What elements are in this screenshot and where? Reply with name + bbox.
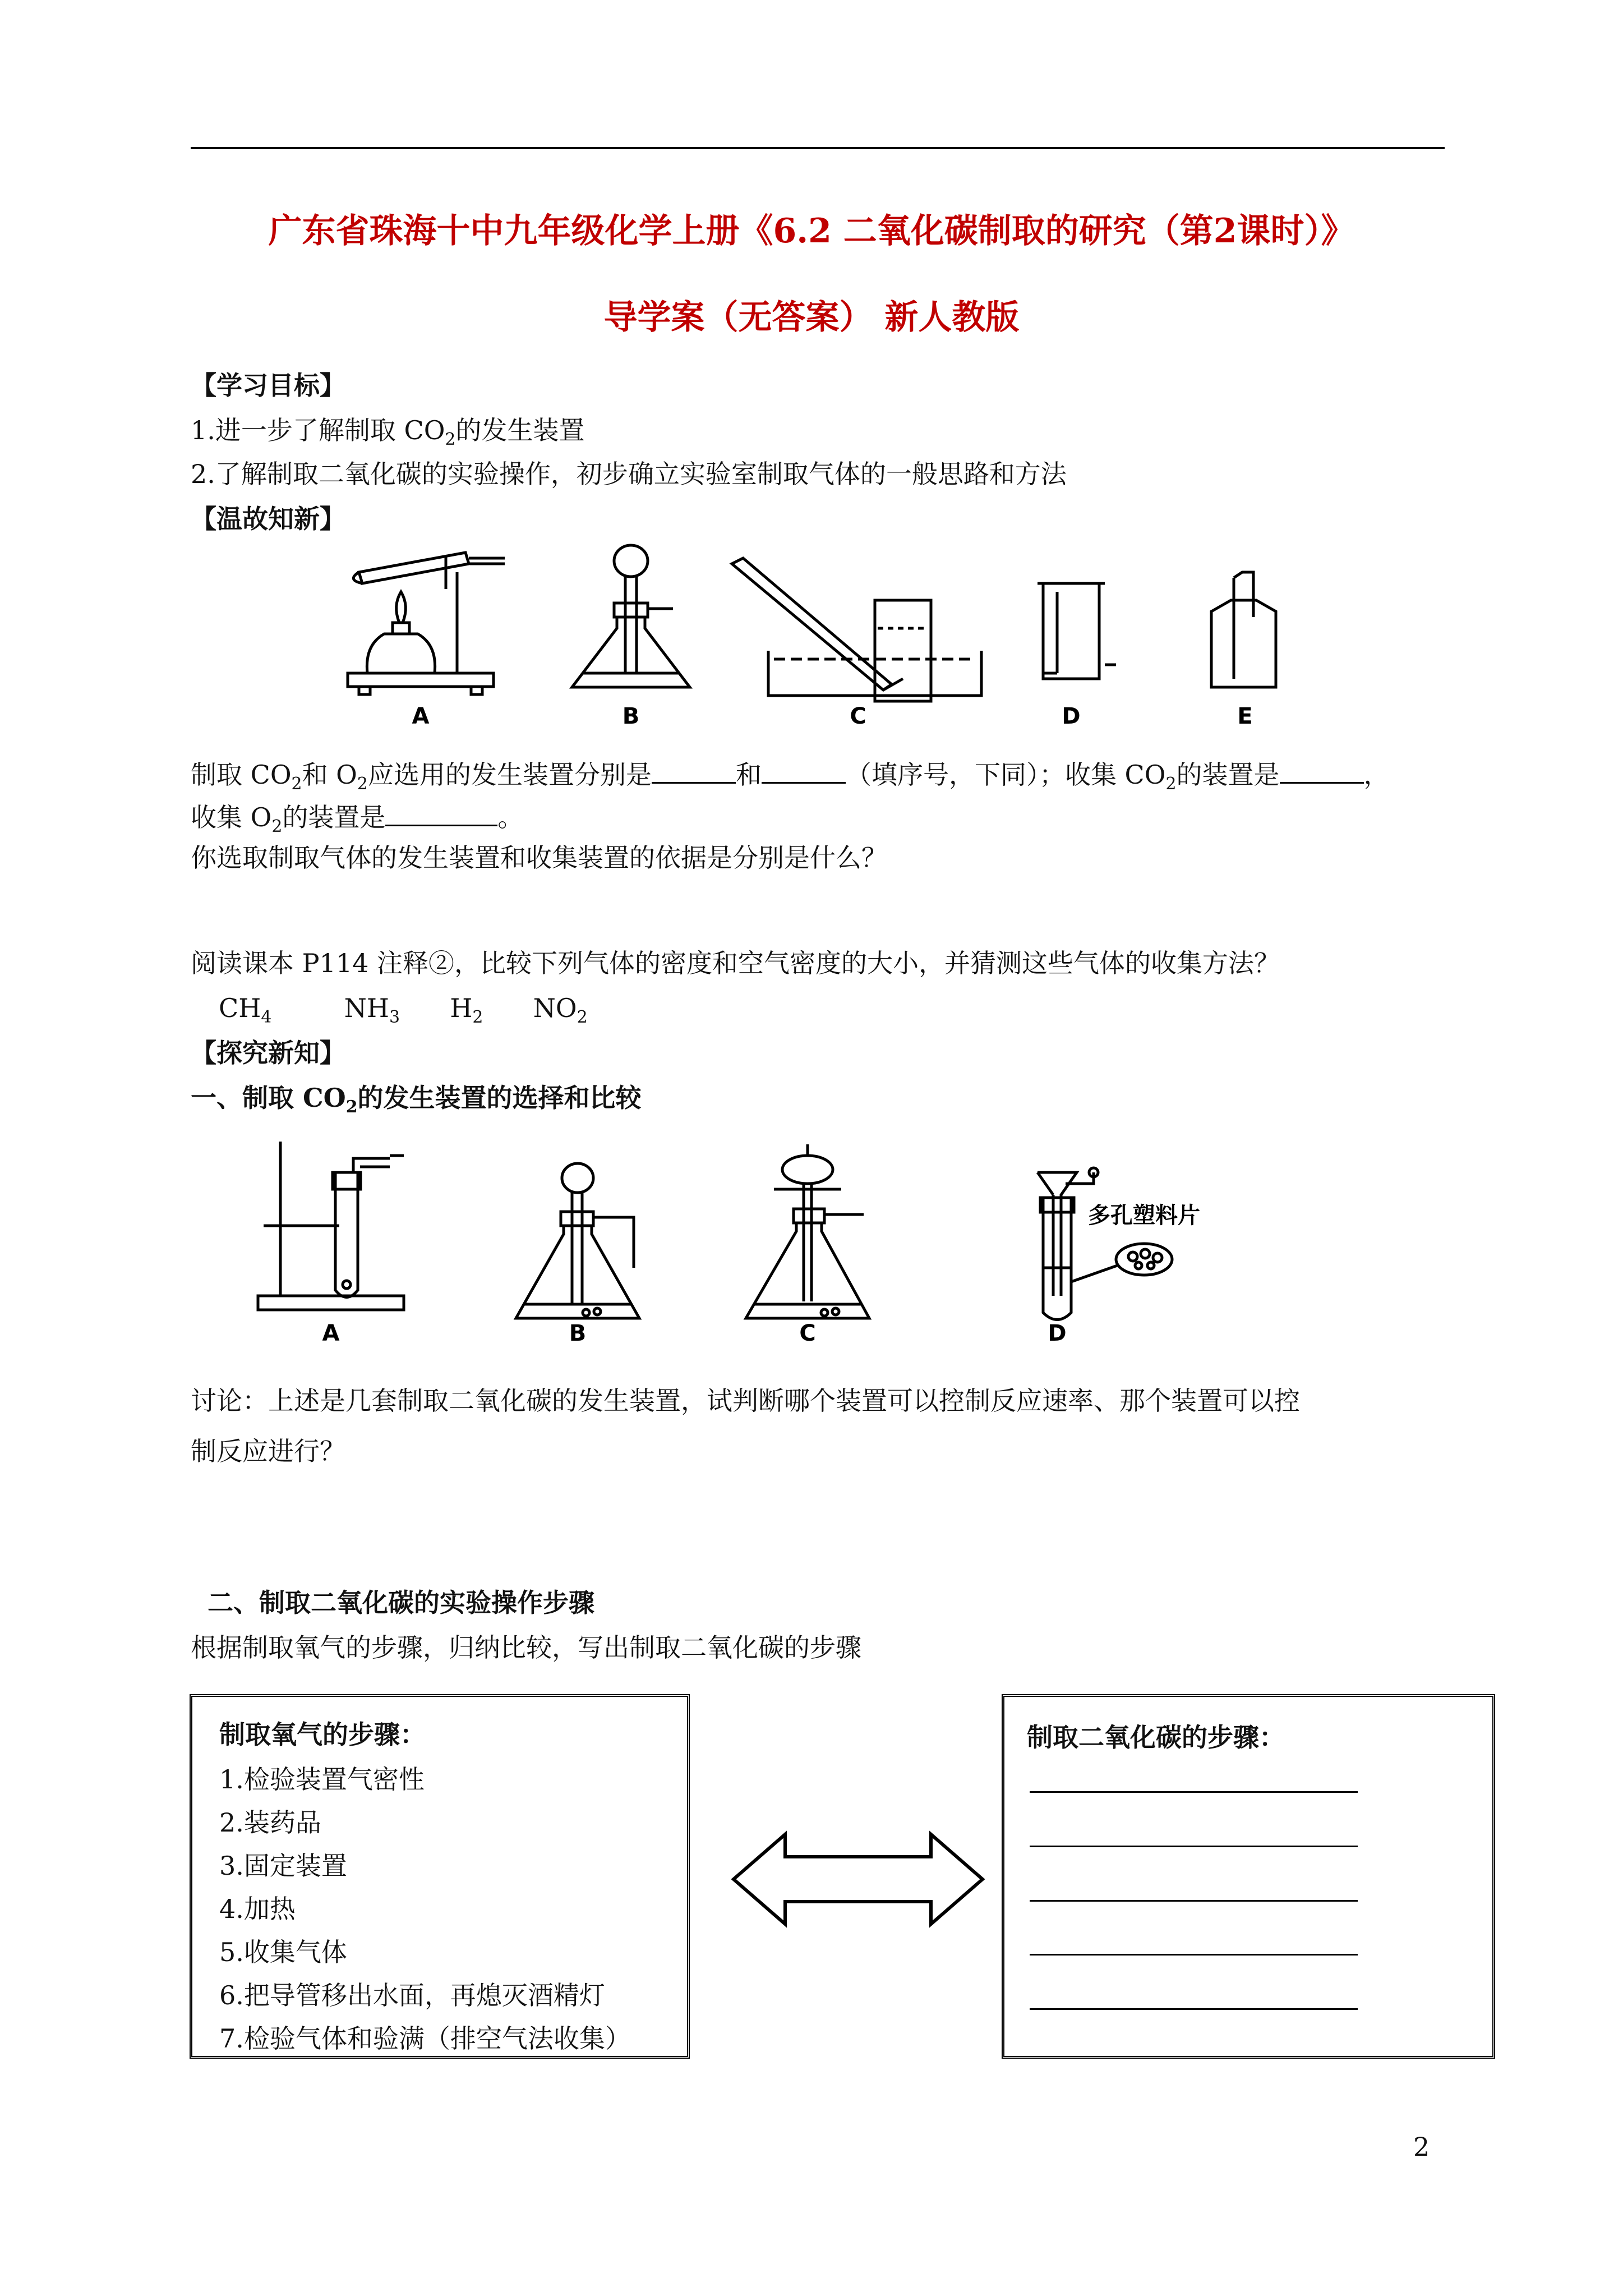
section-1-heading	[191, 1083, 642, 1117]
q1-text-e: （填序号，下同）；收集 CO	[845, 760, 1166, 790]
review-question-3: 阅读课本 P114 注释②，比较下列气体的密度和空气密度的大小，并猜测这些气体的收集方法？	[191, 948, 1280, 978]
q1-line2-text-b: 的装置是	[282, 802, 386, 832]
gas-no2-sub: 2	[577, 1007, 588, 1028]
generator-label-b: B	[569, 1320, 587, 1346]
generator-label-a: A	[322, 1320, 340, 1346]
gas-no2-base: NO	[533, 993, 577, 1023]
oxygen-step-6: 6.把导管移出水面，再熄灭酒精灯	[219, 1980, 605, 2010]
objective-1-text: 1.进一步了解制取 CO	[191, 415, 445, 445]
objective-1	[191, 415, 584, 450]
apparatus-b-flask-funnel	[572, 545, 690, 687]
q1-sub-b: 2	[357, 774, 368, 794]
q1-sub-a: 2	[291, 774, 302, 794]
double-arrow-icon	[729, 1823, 987, 1935]
discussion-line1: 讨论：上述是几套制取二氧化碳的发生装置，试判断哪个装置可以控制反应速率、那个装置可以控	[191, 1386, 1300, 1416]
generator-label-c: C	[799, 1320, 816, 1346]
q1-text-d: 和	[735, 760, 762, 790]
review-heading: 【温故知新】	[191, 504, 345, 534]
q1-text-a: 制取 CO	[191, 760, 292, 790]
gas-list	[219, 993, 588, 1028]
co2-step-line-5[interactable]	[1030, 2008, 1358, 2010]
apparatus-e-upward-air	[1211, 572, 1276, 687]
oxygen-step-4: 4.加热	[219, 1894, 296, 1924]
section-2-heading: 二、制取二氧化碳的实验操作步骤	[208, 1588, 594, 1618]
section-1-text: 一、制取 CO	[191, 1083, 346, 1113]
oxygen-step-3: 3.固定装置	[219, 1851, 347, 1881]
answer-blank-co2-generator[interactable]	[652, 757, 736, 784]
gas-ch4	[219, 993, 272, 1028]
co2-step-line-1[interactable]	[1030, 1791, 1358, 1793]
q1-sub-e: 2	[1165, 774, 1177, 794]
oxygen-steps-box	[190, 1694, 690, 2059]
q1-line2-sub: 2	[271, 817, 283, 837]
section-1-sub: 2	[345, 1097, 358, 1117]
oxygen-step-5: 5.收集气体	[219, 1937, 347, 1967]
q1-line2-text-a: 收集 O	[191, 802, 272, 832]
review-label-a: A	[412, 703, 430, 729]
generator-d-porous-plate	[1038, 1168, 1172, 1320]
gas-h2-base: H	[450, 993, 473, 1023]
discussion-line2: 制反应进行？	[191, 1436, 345, 1466]
gas-nh3-sub: 3	[389, 1007, 400, 1028]
apparatus-a-test-tube-heating	[348, 553, 505, 694]
section-1-text-end: 的发生装置的选择和比较	[357, 1083, 642, 1113]
gas-nh3	[344, 993, 400, 1028]
answer-blank-o2-collector[interactable]	[385, 800, 497, 826]
answer-blank-o2-generator[interactable]	[762, 757, 846, 784]
section-2-instruction: 根据制取氧气的步骤，归纳比较，写出制取二氧化碳的步骤	[191, 1632, 861, 1663]
apparatus-c-water-displacement	[732, 558, 981, 701]
porous-plate-label: 多孔塑料片	[1088, 1203, 1200, 1228]
objective-1-text-end: 的发生装置	[455, 415, 585, 445]
objective-2: 2.了解制取二氧化碳的实验操作，初步确立实验室制取气体的一般思路和方法	[191, 459, 1067, 489]
review-label-d: D	[1062, 703, 1081, 729]
gas-ch4-base: CH	[219, 993, 261, 1023]
review-apparatus-figure	[336, 539, 1346, 740]
review-question-1-line1	[191, 757, 1390, 794]
gas-h2-sub: 2	[472, 1007, 483, 1028]
objective-1-sub: 2	[445, 430, 456, 450]
oxygen-step-7: 7.检验气体和验满（排空气法收集）	[219, 2023, 631, 2054]
co2-step-line-4[interactable]	[1030, 1954, 1358, 1955]
q1-text-c: 应选用的发生装置分别是	[367, 760, 652, 790]
review-label-c: C	[850, 703, 866, 729]
page-title-line2: 导学案（无答案） 新人教版	[603, 298, 1020, 337]
generator-b-long-neck-funnel	[516, 1163, 639, 1318]
gas-ch4-sub: 4	[261, 1007, 272, 1028]
co2-steps-box	[1002, 1694, 1495, 2059]
q1-text-f: 的装置是	[1176, 760, 1280, 790]
q1-text-b: 和 O	[302, 760, 357, 790]
page-title-line1: 广东省珠海十中九年级化学上册《6.2 二氧化碳制取的研究（第2课时）》	[268, 211, 1355, 251]
co2-step-line-2[interactable]	[1030, 1846, 1358, 1847]
apparatus-d-downward-air	[1038, 583, 1116, 679]
oxygen-step-2: 2.装药品	[219, 1807, 321, 1838]
explore-heading: 【探究新知】	[191, 1038, 345, 1068]
review-question-1-line2	[191, 800, 523, 837]
review-label-e: E	[1237, 703, 1253, 729]
generator-a-test-tube	[258, 1142, 404, 1310]
page-number: 2	[1413, 2132, 1430, 2162]
generator-c-separatory-funnel	[746, 1144, 869, 1318]
co2-step-line-3[interactable]	[1030, 1900, 1358, 1902]
generator-label-d: D	[1048, 1320, 1067, 1346]
header-rule	[191, 147, 1445, 149]
review-question-2: 你选取制取气体的发生装置和收集装置的依据是分别是什么？	[191, 843, 887, 873]
gas-nh3-base: NH	[344, 993, 389, 1023]
gas-no2	[533, 993, 588, 1028]
co2-generator-figure	[241, 1133, 1251, 1346]
oxygen-step-1: 1.检验装置气密性	[219, 1764, 425, 1795]
q1-text-g: ，	[1363, 760, 1390, 790]
q1-line2-text-c: 。	[497, 802, 524, 832]
co2-box-title: 制取二氧化碳的步骤：	[1027, 1722, 1285, 1752]
answer-blank-co2-collector[interactable]	[1280, 757, 1364, 784]
oxygen-box-title: 制取氧气的步骤：	[219, 1719, 426, 1750]
review-label-b: B	[622, 703, 640, 729]
objectives-heading: 【学习目标】	[191, 370, 345, 401]
gas-h2	[450, 993, 483, 1028]
